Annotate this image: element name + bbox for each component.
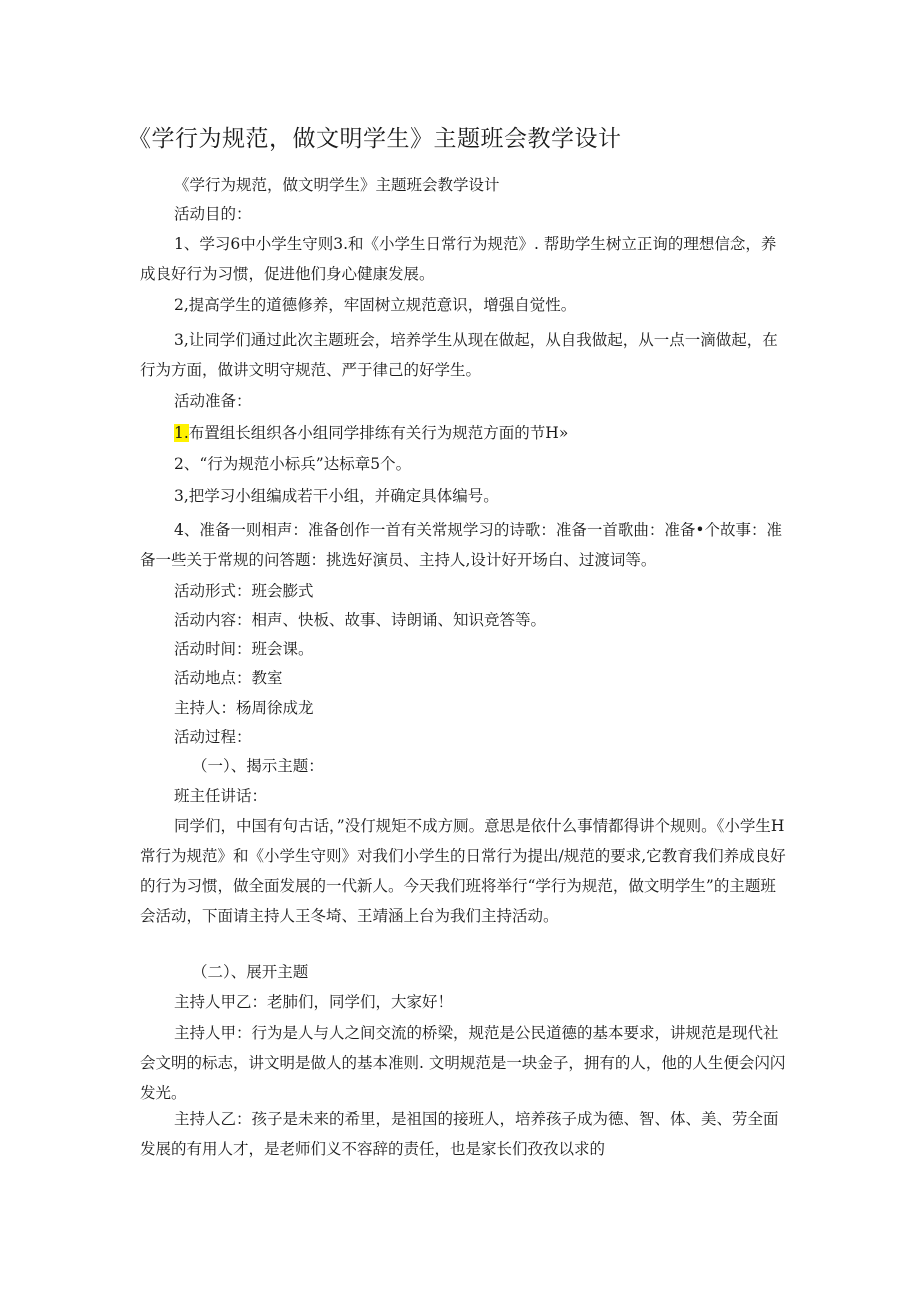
prep-item-3: 3,把学习小组编成若干小组，并确定具体编号。 <box>174 487 499 505</box>
subtitle: 《学行为规范，做文明学生》主题班会教学设计 <box>174 176 500 194</box>
prep-item-1 <box>140 418 788 448</box>
process-label: 活动过程： <box>174 728 252 746</box>
host-b-line: 主持人乙：孩子是未来的希里，是祖国的接班人，培养孩子成为德、智、体、美、劳全面发展的有用人才，是老师们义不容辞的责任，也是家长们孜孜以求的 <box>140 1110 779 1158</box>
goal-item-2: 2,提高学生的道德修养，牢固树立规范意识，增强自觉性。 <box>174 296 577 314</box>
teacher-label: 班主任讲话： <box>174 787 268 805</box>
goal-label: 活动目的： <box>174 205 252 223</box>
section-2-heading: （二）、展开主题 <box>192 963 309 981</box>
host-both-line: 主持人甲乙：老肺们，同学们，大家好！ <box>174 993 454 1011</box>
teacher-speech: 同学们，中国有句古话，”没仃规矩不成方厕。意思是依什么事情都得讲个规则。《小学生H常行为规范》和《小学生守则》对我们小学生的日常行为提出/规范的要求,它教育我们养成良好的行为习惯，做全面发展的一代新人。今天我们班将举行“学行为规范，做文明学生”的主题班会活动，下面请主持人王冬埼、王靖涵上台为我们主持活动。 <box>140 817 786 925</box>
host-a-line: 主持人甲：行为是人与人之间交流的桥梁，规范是公民道德的基本要求，讲规范是现代社会文明的标志，讲文明是做人的基本准则. 文明规范是一块金子，拥有的人，他的人生便会闪闪发光。 <box>140 1024 786 1102</box>
goal-item-3: 3,让同学们通过此次主题班会，培养学生从现在做起，从自我做起，从一点一滴做起，在行为方面，做讲文明守规范、严于律己的好学生。 <box>140 331 778 379</box>
section-1-heading: （一）、揭示主题： <box>192 757 324 775</box>
prep-item-2: 2、“行为规范小标兵”达标章5个。 <box>174 455 412 473</box>
activity-time: 活动时间：班会课。 <box>174 640 314 658</box>
goal-item-1: 1、学习6中小学生守则3.和《小学生日常行为规范》. 帮助学生树立正询的理想信念，养成良好行为习惯，促进他们身心健康发展。 <box>140 235 777 283</box>
prep-label: 活动准备： <box>174 392 252 410</box>
prep-item-1-text: 布置组长组织各小组同学排练有关行为规范方面的节H» <box>188 424 569 442</box>
highlight-marker: 1. <box>174 424 189 442</box>
activity-place: 活动地点：教室 <box>174 669 283 687</box>
document-title: 《学行为规范，做文明学生》主题班会教学设计 <box>128 126 622 152</box>
activity-form: 活动形式：班会膨式 <box>174 582 314 600</box>
activity-content: 活动内容：相声、快板、故事、诗朗诵、知识竞答等。 <box>174 611 547 629</box>
activity-host: 主持人：杨周徐成龙 <box>174 699 314 717</box>
prep-item-4: 4、准备一则相声：准备创作一首有关常规学习的诗歌：准备一首歌曲：准备•个故事：准备一些关于常规的问答题：挑选好演员、主持人,设计好开场白、过渡词等。 <box>140 521 783 569</box>
